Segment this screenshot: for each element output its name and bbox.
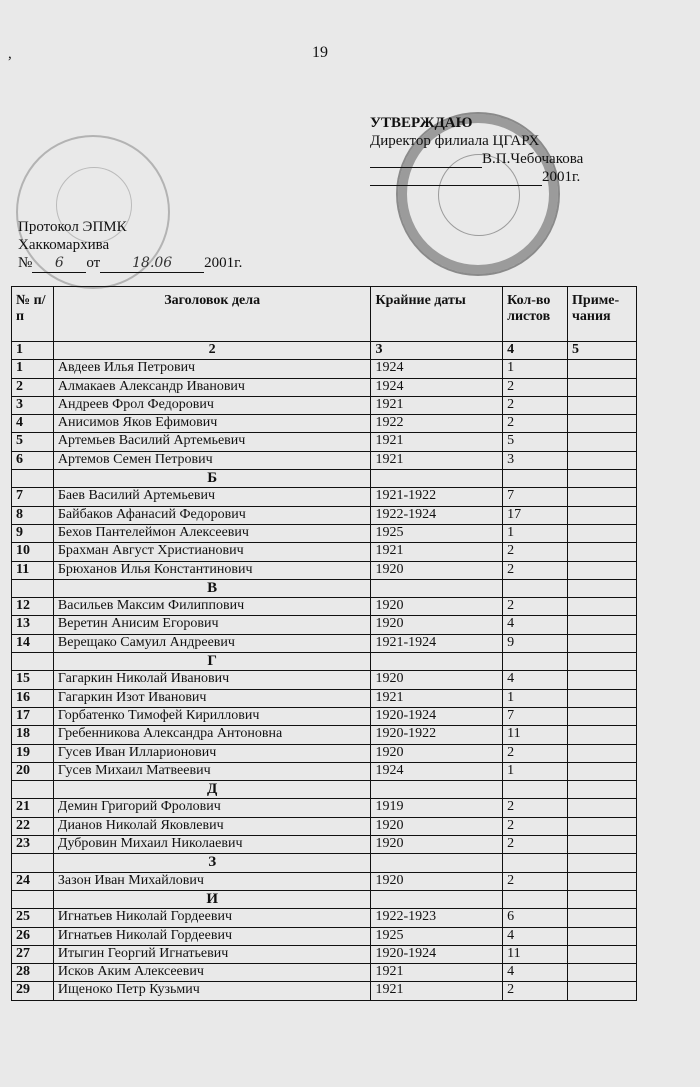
table-row xyxy=(12,524,637,542)
case-title: Байбаков Афанасий Федорович xyxy=(53,506,371,524)
notes-cell xyxy=(568,451,637,469)
date-range: 1920-1924 xyxy=(371,945,503,963)
case-title: Брюханов Илья Константинович xyxy=(53,561,371,579)
case-title: Алмакаев Александр Иванович xyxy=(53,378,371,396)
empty-cell xyxy=(371,579,503,597)
empty-cell xyxy=(568,781,637,799)
table-row xyxy=(12,396,637,414)
letter-heading: В xyxy=(53,579,371,597)
empty-cell xyxy=(568,890,637,908)
date-range: 1922 xyxy=(371,415,503,433)
sheet-count: 11 xyxy=(503,726,568,744)
empty-cell xyxy=(503,890,568,908)
table-body xyxy=(12,360,637,1000)
date-range: 1920-1922 xyxy=(371,726,503,744)
case-title: Дианов Николай Яковлевич xyxy=(53,817,371,835)
table-row xyxy=(12,726,637,744)
row-number: 28 xyxy=(12,964,54,982)
sheet-count: 2 xyxy=(503,744,568,762)
empty-cell xyxy=(12,890,54,908)
sheet-count: 2 xyxy=(503,799,568,817)
approval-name: В.П.Чебочакова xyxy=(482,151,584,167)
header-num: № п/п xyxy=(12,287,54,342)
notes-cell xyxy=(568,543,637,561)
sheet-count: 7 xyxy=(503,707,568,725)
empty-cell xyxy=(12,781,54,799)
letter-divider-row xyxy=(12,854,637,872)
letter-heading: Д xyxy=(53,781,371,799)
table-row xyxy=(12,964,637,982)
approval-year: 2001г. xyxy=(542,169,581,185)
protocol-line-1: Протокол ЭПМК xyxy=(18,219,127,235)
notes-cell xyxy=(568,799,637,817)
notes-cell xyxy=(568,726,637,744)
case-title: Васильев Максим Филиппович xyxy=(53,598,371,616)
sheet-count: 2 xyxy=(503,982,568,1000)
sheet-count: 4 xyxy=(503,671,568,689)
notes-cell xyxy=(568,927,637,945)
empty-cell xyxy=(371,653,503,671)
table-row xyxy=(12,451,637,469)
column-number: 3 xyxy=(371,342,503,360)
row-number: 12 xyxy=(12,598,54,616)
table-header-row xyxy=(12,287,637,342)
notes-cell xyxy=(568,616,637,634)
table-row xyxy=(12,927,637,945)
row-number: 11 xyxy=(12,561,54,579)
sheet-count: 2 xyxy=(503,817,568,835)
case-title: Гребенникова Александра Антоновна xyxy=(53,726,371,744)
date-range: 1921-1922 xyxy=(371,488,503,506)
case-title: Горбатенко Тимофей Кириллович xyxy=(53,707,371,725)
sheet-count: 11 xyxy=(503,945,568,963)
date-range: 1921 xyxy=(371,964,503,982)
notes-cell xyxy=(568,415,637,433)
case-title: Андреев Фрол Федорович xyxy=(53,396,371,414)
header-dates: Крайние даты xyxy=(371,287,503,342)
table-row xyxy=(12,488,637,506)
sheet-count: 5 xyxy=(503,433,568,451)
row-number: 23 xyxy=(12,836,54,854)
case-title: Демин Григорий Фролович xyxy=(53,799,371,817)
date-range: 1920 xyxy=(371,744,503,762)
notes-cell xyxy=(568,762,637,780)
row-number: 22 xyxy=(12,817,54,835)
header-sheets: Кол-во листов xyxy=(503,287,568,342)
sheet-count: 2 xyxy=(503,872,568,890)
table-row xyxy=(12,982,637,1000)
date-range: 1921-1924 xyxy=(371,634,503,652)
date-range: 1919 xyxy=(371,799,503,817)
sheet-count: 2 xyxy=(503,415,568,433)
approval-date-line xyxy=(370,168,583,186)
empty-cell xyxy=(503,579,568,597)
sheet-count: 2 xyxy=(503,396,568,414)
signature-blank xyxy=(370,153,482,168)
case-title: Итыгин Георгий Игнатьевич xyxy=(53,945,371,963)
approval-title: УТВЕРЖДАЮ xyxy=(370,115,473,131)
row-number: 26 xyxy=(12,927,54,945)
table-row xyxy=(12,543,637,561)
protocol-number-value: 6 xyxy=(54,255,64,271)
letter-heading: И xyxy=(53,890,371,908)
case-title: Артемов Семен Петрович xyxy=(53,451,371,469)
case-title: Дубровин Михаил Николаевич xyxy=(53,836,371,854)
case-title: Баев Василий Артемьевич xyxy=(53,488,371,506)
table-row xyxy=(12,616,637,634)
case-title: Гусев Иван Илларионович xyxy=(53,744,371,762)
date-range: 1920 xyxy=(371,561,503,579)
date-range: 1921 xyxy=(371,396,503,414)
protocol-date-prefix: от xyxy=(86,255,101,271)
table-row xyxy=(12,561,637,579)
column-number: 4 xyxy=(503,342,568,360)
row-number: 20 xyxy=(12,762,54,780)
date-range: 1920 xyxy=(371,836,503,854)
notes-cell xyxy=(568,671,637,689)
table-row xyxy=(12,689,637,707)
sheet-count: 17 xyxy=(503,506,568,524)
notes-cell xyxy=(568,707,637,725)
table-row xyxy=(12,945,637,963)
empty-cell xyxy=(371,854,503,872)
table-row xyxy=(12,872,637,890)
date-range: 1924 xyxy=(371,378,503,396)
empty-cell xyxy=(12,653,54,671)
empty-cell xyxy=(503,653,568,671)
date-range: 1920 xyxy=(371,872,503,890)
table-row xyxy=(12,909,637,927)
sheet-count: 4 xyxy=(503,616,568,634)
date-range: 1920 xyxy=(371,817,503,835)
date-range: 1922-1924 xyxy=(371,506,503,524)
date-range: 1920 xyxy=(371,616,503,634)
row-number: 18 xyxy=(12,726,54,744)
row-number: 27 xyxy=(12,945,54,963)
case-title: Исков Аким Алексеевич xyxy=(53,964,371,982)
table-row xyxy=(12,360,637,378)
empty-cell xyxy=(568,470,637,488)
notes-cell xyxy=(568,598,637,616)
case-title: Веретин Анисим Егорович xyxy=(53,616,371,634)
case-title: Игнатьев Николай Гордеевич xyxy=(53,927,371,945)
row-number: 6 xyxy=(12,451,54,469)
row-number: 7 xyxy=(12,488,54,506)
header-notes: Приме-чания xyxy=(568,287,637,342)
case-title: Артемьев Василий Артемьевич xyxy=(53,433,371,451)
case-title: Игнатьев Николай Гордеевич xyxy=(53,909,371,927)
notes-cell xyxy=(568,909,637,927)
notes-cell xyxy=(568,396,637,414)
empty-cell xyxy=(568,653,637,671)
case-title: Брахман Август Христианович xyxy=(53,543,371,561)
date-range: 1924 xyxy=(371,360,503,378)
notes-cell xyxy=(568,488,637,506)
letter-divider-row xyxy=(12,890,637,908)
date-blank xyxy=(370,171,542,186)
case-title: Верещако Самуил Андреевич xyxy=(53,634,371,652)
table-row xyxy=(12,707,637,725)
date-range: 1921 xyxy=(371,451,503,469)
protocol-year: 2001г. xyxy=(204,255,243,271)
row-number: 10 xyxy=(12,543,54,561)
empty-cell xyxy=(503,854,568,872)
empty-cell xyxy=(371,470,503,488)
row-number: 17 xyxy=(12,707,54,725)
notes-cell xyxy=(568,744,637,762)
sheet-count: 9 xyxy=(503,634,568,652)
row-number: 2 xyxy=(12,378,54,396)
sheet-count: 7 xyxy=(503,488,568,506)
date-range: 1920 xyxy=(371,598,503,616)
case-title: Бехов Пантелеймон Алексеевич xyxy=(53,524,371,542)
register-table xyxy=(11,286,637,1001)
table-row xyxy=(12,836,637,854)
row-number: 8 xyxy=(12,506,54,524)
empty-cell xyxy=(503,470,568,488)
empty-cell xyxy=(568,854,637,872)
sheet-count: 2 xyxy=(503,561,568,579)
sheet-count: 4 xyxy=(503,964,568,982)
protocol-number-line xyxy=(18,254,242,273)
column-number-row xyxy=(12,342,637,360)
sheet-count: 1 xyxy=(503,762,568,780)
approval-signature-line xyxy=(370,150,583,168)
case-title: Анисимов Яков Ефимович xyxy=(53,415,371,433)
table-row xyxy=(12,799,637,817)
row-number: 21 xyxy=(12,799,54,817)
row-number: 1 xyxy=(12,360,54,378)
protocol-number-prefix: № xyxy=(18,255,33,271)
column-number: 1 xyxy=(12,342,54,360)
notes-cell xyxy=(568,506,637,524)
sheet-count: 2 xyxy=(503,378,568,396)
sheet-count: 1 xyxy=(503,689,568,707)
column-number: 5 xyxy=(568,342,637,360)
row-number: 14 xyxy=(12,634,54,652)
sheet-count: 4 xyxy=(503,927,568,945)
case-title: Авдеев Илья Петрович xyxy=(53,360,371,378)
notes-cell xyxy=(568,872,637,890)
empty-cell xyxy=(12,579,54,597)
notes-cell xyxy=(568,524,637,542)
date-range: 1921 xyxy=(371,543,503,561)
date-range: 1924 xyxy=(371,762,503,780)
notes-cell xyxy=(568,982,637,1000)
notes-cell xyxy=(568,836,637,854)
notes-cell xyxy=(568,817,637,835)
case-title: Зазон Иван Михайлович xyxy=(53,872,371,890)
approval-block xyxy=(370,114,583,186)
notes-cell xyxy=(568,561,637,579)
row-number: 15 xyxy=(12,671,54,689)
table-row xyxy=(12,744,637,762)
case-title: Гагаркин Изот Иванович xyxy=(53,689,371,707)
date-range: 1921 xyxy=(371,982,503,1000)
table-row xyxy=(12,762,637,780)
sheet-count: 1 xyxy=(503,524,568,542)
letter-divider-row xyxy=(12,653,637,671)
header-title: Заголовок дела xyxy=(53,287,371,342)
approval-position: Директор филиала ЦГАРХ xyxy=(370,133,540,149)
notes-cell xyxy=(568,964,637,982)
table-row xyxy=(12,378,637,396)
notes-cell xyxy=(568,378,637,396)
notes-cell xyxy=(568,634,637,652)
protocol-date-value: 18.06 xyxy=(132,255,173,271)
empty-cell xyxy=(568,579,637,597)
case-title: Гусев Михаил Матвеевич xyxy=(53,762,371,780)
column-number: 2 xyxy=(53,342,371,360)
empty-cell xyxy=(371,890,503,908)
table-row xyxy=(12,506,637,524)
notes-cell xyxy=(568,945,637,963)
date-range: 1921 xyxy=(371,433,503,451)
letter-heading: Б xyxy=(53,470,371,488)
notes-cell xyxy=(568,433,637,451)
sheet-count: 1 xyxy=(503,360,568,378)
sheet-count: 2 xyxy=(503,598,568,616)
notes-cell xyxy=(568,689,637,707)
notes-cell xyxy=(568,360,637,378)
date-range: 1925 xyxy=(371,524,503,542)
table-row xyxy=(12,817,637,835)
row-number: 9 xyxy=(12,524,54,542)
date-range: 1920 xyxy=(371,671,503,689)
date-range: 1921 xyxy=(371,689,503,707)
letter-heading: Г xyxy=(53,653,371,671)
table-row xyxy=(12,415,637,433)
empty-cell xyxy=(503,781,568,799)
empty-cell xyxy=(12,854,54,872)
empty-cell xyxy=(12,470,54,488)
row-number: 19 xyxy=(12,744,54,762)
letter-divider-row xyxy=(12,470,637,488)
letter-divider-row xyxy=(12,781,637,799)
protocol-line-2: Хаккомархива xyxy=(18,237,110,253)
row-number: 13 xyxy=(12,616,54,634)
corner-mark: , xyxy=(8,46,12,62)
sheet-count: 3 xyxy=(503,451,568,469)
row-number: 16 xyxy=(12,689,54,707)
letter-divider-row xyxy=(12,579,637,597)
row-number: 29 xyxy=(12,982,54,1000)
empty-cell xyxy=(371,781,503,799)
row-number: 4 xyxy=(12,415,54,433)
table-row xyxy=(12,433,637,451)
row-number: 5 xyxy=(12,433,54,451)
date-range: 1925 xyxy=(371,927,503,945)
sheet-count: 2 xyxy=(503,836,568,854)
row-number: 25 xyxy=(12,909,54,927)
row-number: 3 xyxy=(12,396,54,414)
sheet-count: 6 xyxy=(503,909,568,927)
protocol-block xyxy=(18,218,242,273)
date-range: 1922-1923 xyxy=(371,909,503,927)
case-title: Ищеноко Петр Кузьмич xyxy=(53,982,371,1000)
table-row xyxy=(12,671,637,689)
sheet-count: 2 xyxy=(503,543,568,561)
case-title: Гагаркин Николай Иванович xyxy=(53,671,371,689)
table-row xyxy=(12,598,637,616)
page-number: 19 xyxy=(312,44,328,61)
date-range: 1920-1924 xyxy=(371,707,503,725)
letter-heading: З xyxy=(53,854,371,872)
row-number: 24 xyxy=(12,872,54,890)
table-row xyxy=(12,634,637,652)
